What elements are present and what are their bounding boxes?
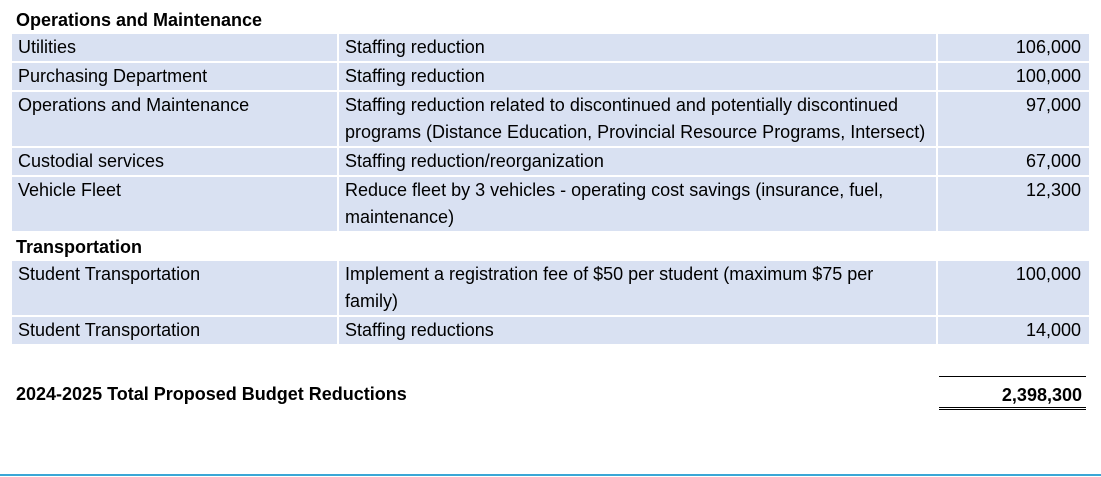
department-cell: Student Transportation bbox=[12, 317, 337, 344]
amount-cell: 100,000 bbox=[938, 63, 1089, 90]
description-cell: Staffing reduction bbox=[339, 63, 936, 90]
section-transportation-rows bbox=[12, 261, 1090, 346]
department-cell: Student Transportation bbox=[12, 261, 337, 315]
amount-cell: 14,000 bbox=[938, 317, 1089, 344]
description-cell: Reduce fleet by 3 vehicles - operating cost savings (insurance, fuel, maintenance) bbox=[339, 177, 936, 231]
description-cell: Implement a registration fee of $50 per student (maximum $75 per family) bbox=[339, 261, 936, 315]
section-operations-rows bbox=[12, 34, 1090, 233]
section-heading-operations: Operations and Maintenance bbox=[16, 10, 263, 30]
section-heading-transportation: Transportation bbox=[16, 237, 143, 257]
department-cell: Operations and Maintenance bbox=[12, 92, 337, 146]
budget-reductions-table bbox=[12, 6, 1090, 410]
amount-cell: 12,300 bbox=[938, 177, 1089, 231]
description-cell: Staffing reduction related to discontinued and potentially discontinued programs (Distance Education, Provincial Resource Programs, Intersect) bbox=[339, 92, 936, 146]
total-row bbox=[12, 376, 1090, 410]
department-cell: Custodial services bbox=[12, 148, 337, 175]
department-cell: Utilities bbox=[12, 34, 337, 61]
page-bottom-rule bbox=[0, 474, 1101, 476]
department-cell: Vehicle Fleet bbox=[12, 177, 337, 231]
amount-cell: 67,000 bbox=[938, 148, 1089, 175]
spacer bbox=[12, 346, 1090, 376]
amount-cell: 106,000 bbox=[938, 34, 1089, 61]
description-cell: Staffing reductions bbox=[339, 317, 936, 344]
description-cell: Staffing reduction bbox=[339, 34, 936, 61]
total-label: 2024-2025 Total Proposed Budget Reductions bbox=[16, 384, 407, 404]
amount-cell: 100,000 bbox=[938, 261, 1089, 315]
department-cell: Purchasing Department bbox=[12, 63, 337, 90]
amount-cell: 97,000 bbox=[938, 92, 1089, 146]
total-amount: 2,398,300 bbox=[939, 376, 1086, 410]
description-cell: Staffing reduction/reorganization bbox=[339, 148, 936, 175]
